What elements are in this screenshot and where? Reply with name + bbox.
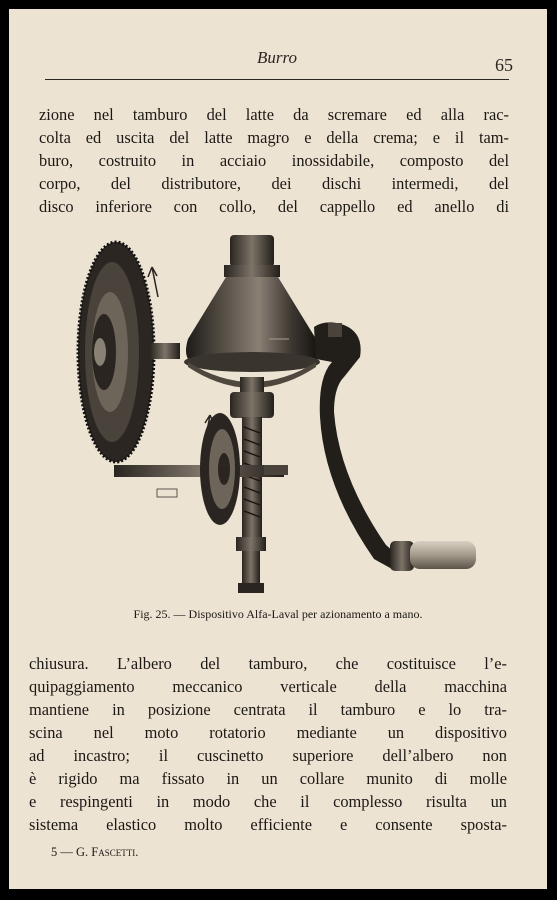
large-gear-wheel (78, 242, 154, 462)
text-line: è rigido ma fissato in un collare munito di molle (29, 769, 507, 788)
paragraph-top (39, 103, 509, 218)
text-line: corpo, del distributore, dei dischi intermedi, del (39, 174, 509, 193)
text-line: ad incastro; il cuscinetto superiore dell’albero non (29, 746, 507, 765)
separator-bowl (184, 235, 320, 418)
paragraph-bottom (29, 652, 507, 836)
vertical-spindle (236, 417, 266, 593)
text-line: colta ed uscita del latte magro e della crema; e il tam- (39, 128, 509, 147)
text-line: chiusura. L’albero del tamburo, che costituisce l’e- (29, 654, 507, 673)
text-line: zione nel tamburo del latte da scremare ed alla rac- (39, 105, 509, 124)
text-line: mantiene in posizione centrata il tamburo e lo tra- (29, 700, 507, 719)
hand-crank (314, 322, 476, 571)
text-line: disco inferiore con collo, del cappello ed anello di (39, 197, 509, 216)
running-head (45, 47, 513, 80)
upper-shaft (150, 343, 180, 359)
figure-illustration (64, 227, 494, 607)
signature-number: 5 — (51, 845, 73, 859)
text-line: scina nel moto rotatorio mediante un dispositivo (29, 723, 507, 742)
label-plate (157, 489, 177, 497)
page-number: 65 (495, 55, 513, 75)
figure-caption: Fig. 25. — Dispositivo Alfa-Laval per azionamento a mano. (133, 607, 423, 621)
text-line: sistema elastico molto efficiente e consente sposta- (29, 815, 507, 834)
text-line: quipaggiamento meccanico verticale della macchina (29, 677, 507, 696)
text-line: e respingenti in modo che il complesso risulta un (29, 792, 507, 811)
running-head-title: Burro (257, 48, 297, 67)
author-name: G. Fascetti. (76, 845, 139, 859)
text-line: buro, costruito in acciaio inossidabile, composto del (39, 151, 509, 170)
page-footer (51, 845, 138, 860)
book-page (9, 9, 547, 889)
rotation-arrow-icon (148, 267, 158, 297)
